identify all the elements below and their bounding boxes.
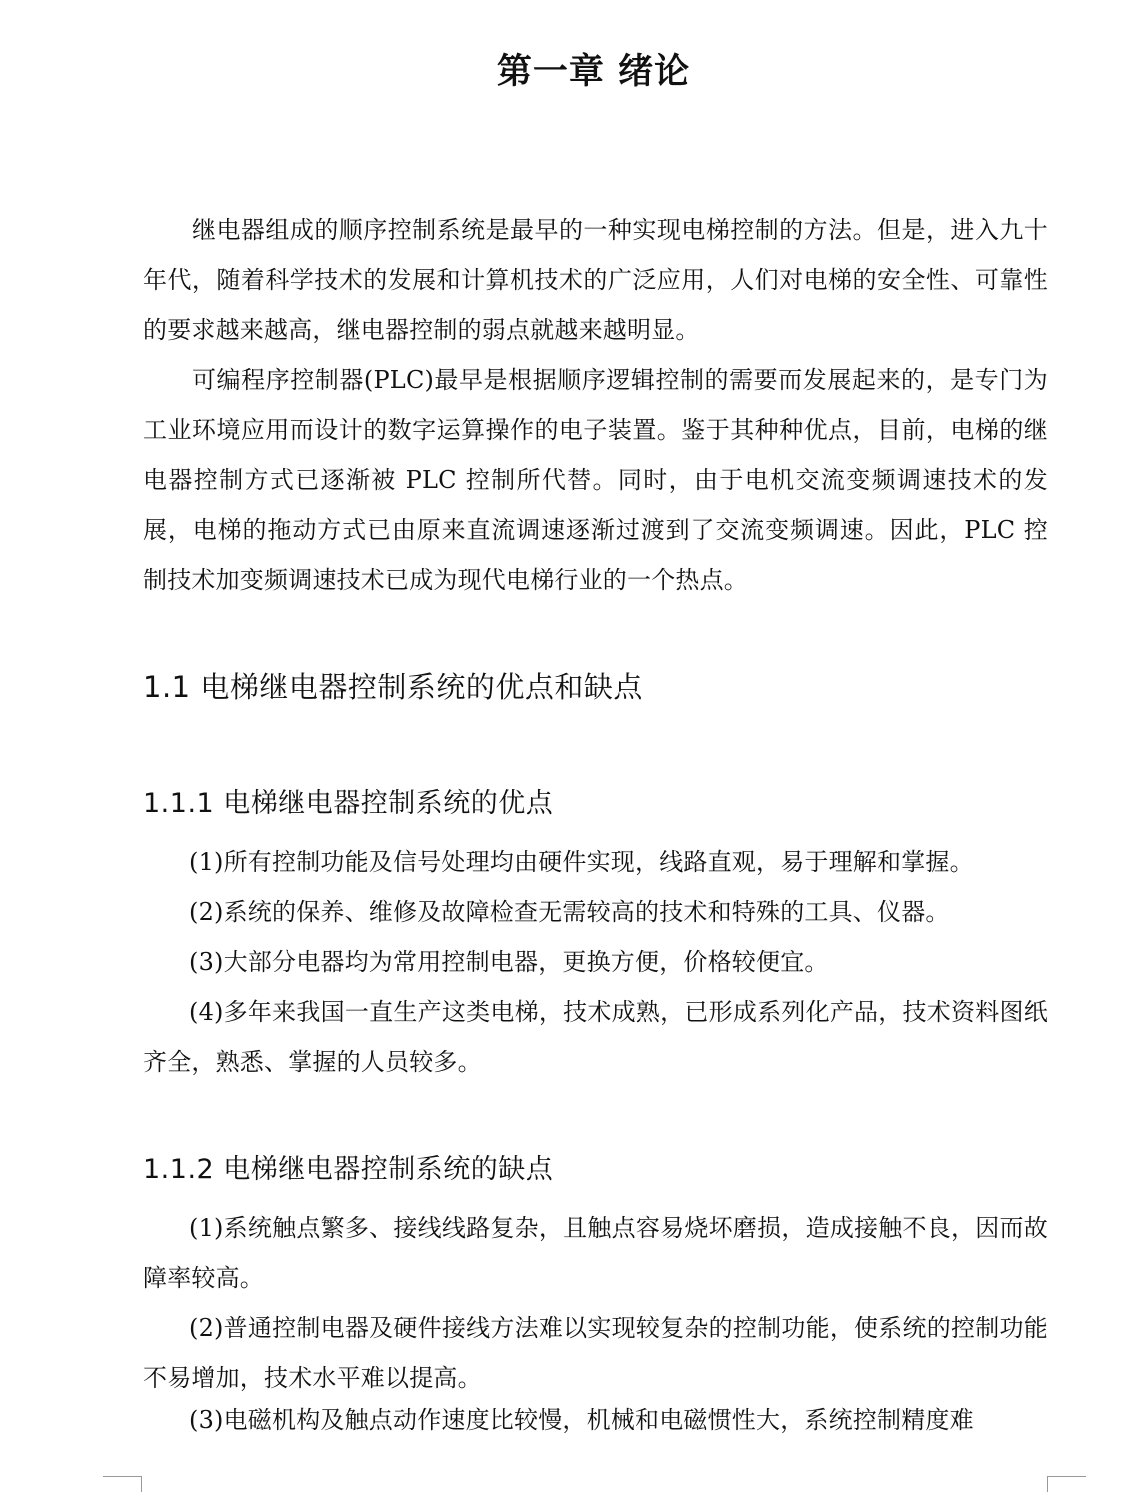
section-1-1-1-heading: 1.1.1 电梯继电器控制系统的优点 xyxy=(143,788,554,819)
disadvantage-item-3: (3)电磁机构及触点动作速度比较慢，机械和电磁惯性大，系统控制精度难 xyxy=(189,1406,974,1434)
intro-paragraph-1: 继电器组成的顺序控制系统是最早的一种实现电梯控制的方法。但是，进入九十年代，随着科学技术的发展和计算机技术的广泛应用，人们对电梯的安全性、可靠性的要求越来越高，继电器控制的弱点就越来越明显。 xyxy=(143,216,1048,344)
advantage-item-3: (3)大部分电器均为常用控制电器，更换方便，价格较便宜。 xyxy=(189,948,829,976)
advantage-item-4: (4)多年来我国一直生产这类电梯，技术成熟，已形成系列化产品，技术资料图纸齐全，熟悉、掌握的人员较多。 xyxy=(143,998,1048,1076)
page-corner-mark-right xyxy=(1047,1476,1086,1492)
disadvantage-item-2: (2)普通控制电器及硬件接线方法难以实现较复杂的控制功能，使系统的控制功能不易增加，技术水平难以提高。 xyxy=(143,1314,1048,1392)
advantage-item-2: (2)系统的保养、维修及故障检查无需较高的技术和特殊的工具、仪器。 xyxy=(189,898,950,926)
chapter-title: 第一章 绪论 xyxy=(496,52,691,92)
advantage-item-1: (1)所有控制功能及信号处理均由硬件实现，线路直观，易于理解和掌握。 xyxy=(189,848,974,876)
section-1-1-heading: 1.1 电梯继电器控制系统的优点和缺点 xyxy=(143,670,643,704)
intro-paragraph-2: 可编程序控制器(PLC)最早是根据顺序逻辑控制的需要而发展起来的，是专门为工业环境应用而设计的数字运算操作的电子装置。鉴于其种种优点，目前，电梯的继电器控制方式已逐渐被 PLC 控制所代替。同时，由于电机交流变频调速技术的发展，电梯的拖动方式已由原来直流调速逐渐过渡到了交流变频调速。因此，PLC 控制技术加变频调速技术已成为现代电梯行业的一个热点。 xyxy=(143,366,1048,594)
page-corner-mark-left xyxy=(103,1476,142,1492)
section-1-1-2-heading: 1.1.2 电梯继电器控制系统的缺点 xyxy=(143,1154,554,1185)
disadvantage-item-1: (1)系统触点繁多、接线线路复杂，且触点容易烧坏磨损，造成接触不良，因而故障率较高。 xyxy=(143,1214,1048,1292)
